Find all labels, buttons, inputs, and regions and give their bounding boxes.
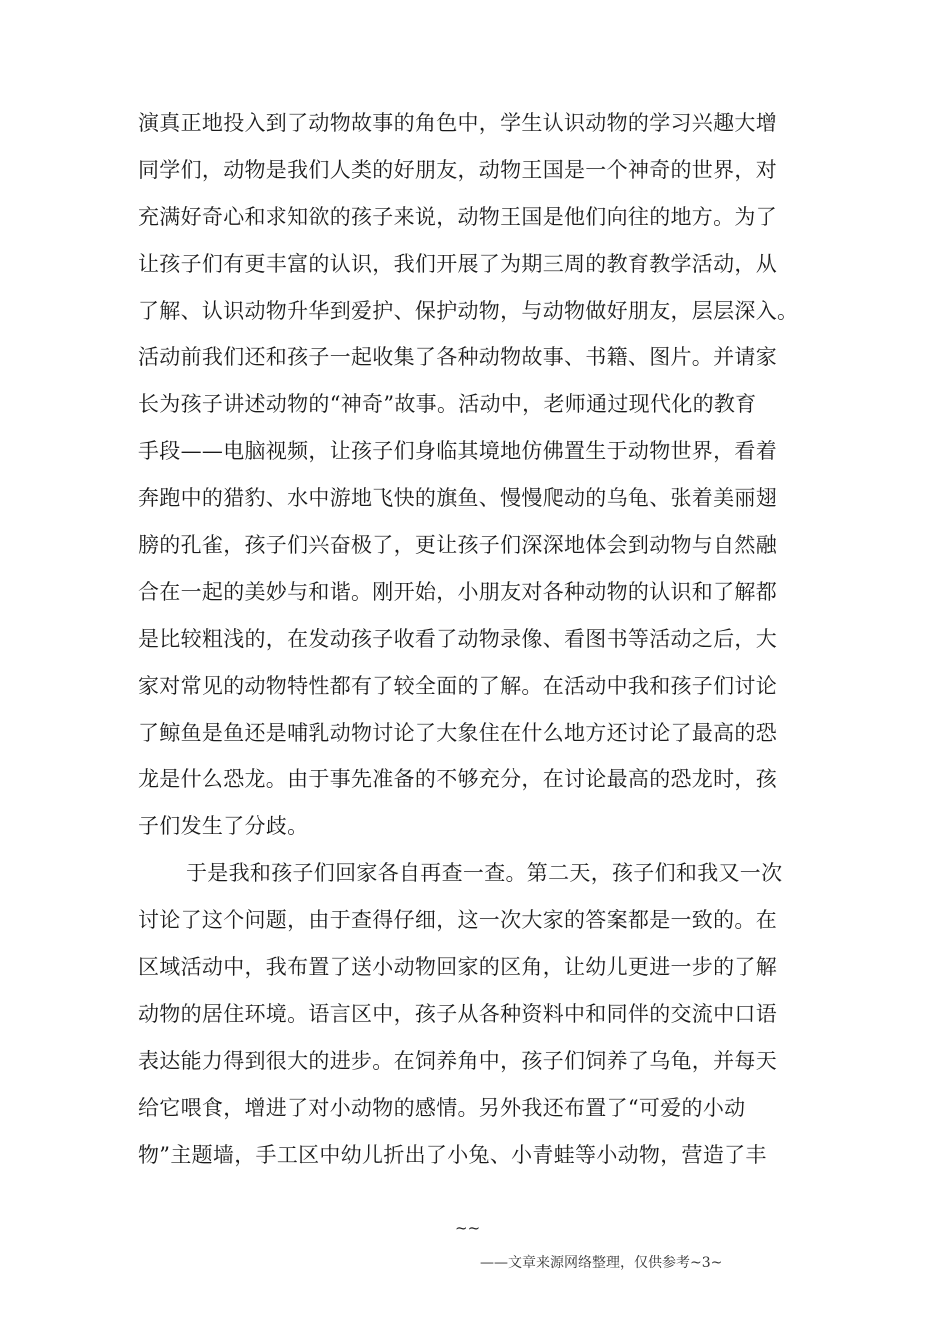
text-line: 合在一起的美妙与和谐。刚开始，小朋友对各种动物的认识和了解都 (138, 579, 777, 604)
text-line: 了鲸鱼是鱼还是哺乳动物讨论了大象住在什么地方还讨论了最高的恐 (138, 720, 777, 745)
paragraph-first-line: 于是我和孩子们回家各自再查一查。第二天，孩子们和我又一次 (186, 861, 783, 886)
text-line: 活动前我们还和孩子一起收集了各种动物故事、书籍、图片。并请家 (138, 345, 777, 370)
text-line: 表达能力得到很大的进步。在饲养角中，孩子们饲养了乌龟，并每天 (138, 1048, 777, 1073)
text-line: 讨论了这个问题，由于查得仔细，这一次大家的答案都是一致的。在 (138, 908, 777, 933)
text-line: 给它喂食，增进了对小动物的感情。另外我还布置了“可爱的小动 (138, 1095, 746, 1120)
text-line: 让孩子们有更丰富的认识，我们开展了为期三周的教育教学活动，从 (138, 251, 777, 276)
footer-source: ——文章来源网络整理，仅供参考~3~ (480, 1255, 723, 1271)
text-line: 手段——电脑视频，让孩子们身临其境地仿佛置生于动物世界，看着 (138, 439, 777, 464)
body-text (138, 100, 828, 1178)
text-line: 区域活动中，我布置了送小动物回家的区角，让幼儿更进一步的了解 (138, 955, 777, 980)
text-line: 长为孩子讲述动物的“神奇”故事。活动中，老师通过现代化的教育 (138, 392, 757, 417)
footer-mark: ~~ (455, 1219, 481, 1237)
text-line: 充满好奇心和求知欲的孩子来说，动物王国是他们向往的地方。为了 (138, 204, 777, 229)
text-line: 膀的孔雀，孩子们兴奋极了，更让孩子们深深地体会到动物与自然融 (138, 533, 777, 558)
text-line: 物”主题墙，手工区中幼儿折出了小兔、小青蛙等小动物，营造了丰 (138, 1142, 767, 1167)
text-line: 演真正地投入到了动物故事的角色中，学生认识动物的学习兴趣大增 (138, 111, 777, 135)
text-line: 子们发生了分歧。 (138, 814, 309, 839)
text-line: 同学们，动物是我们人类的好朋友，动物王国是一个神奇的世界，对 (138, 157, 777, 182)
text-line: 是比较粗浅的，在发动孩子收看了动物录像、看图书等活动之后，大 (138, 626, 777, 651)
text-line: 动物的居住环境。语言区中，孩子从各种资料中和同伴的交流中口语 (138, 1001, 777, 1026)
text-line: 奔跑中的猎豹、水中游地飞快的旗鱼、慢慢爬动的乌龟、张着美丽翅 (138, 486, 777, 511)
text-line: 家对常见的动物特性都有了较全面的了解。在活动中我和孩子们讨论 (138, 673, 777, 698)
text-line: 了解、认识动物升华到爱护、保护动物，与动物做好朋友，层层深入。 (138, 298, 799, 323)
text-line: 龙是什么恐龙。由于事先准备的不够充分，在讨论最高的恐龙时，孩 (138, 767, 777, 792)
